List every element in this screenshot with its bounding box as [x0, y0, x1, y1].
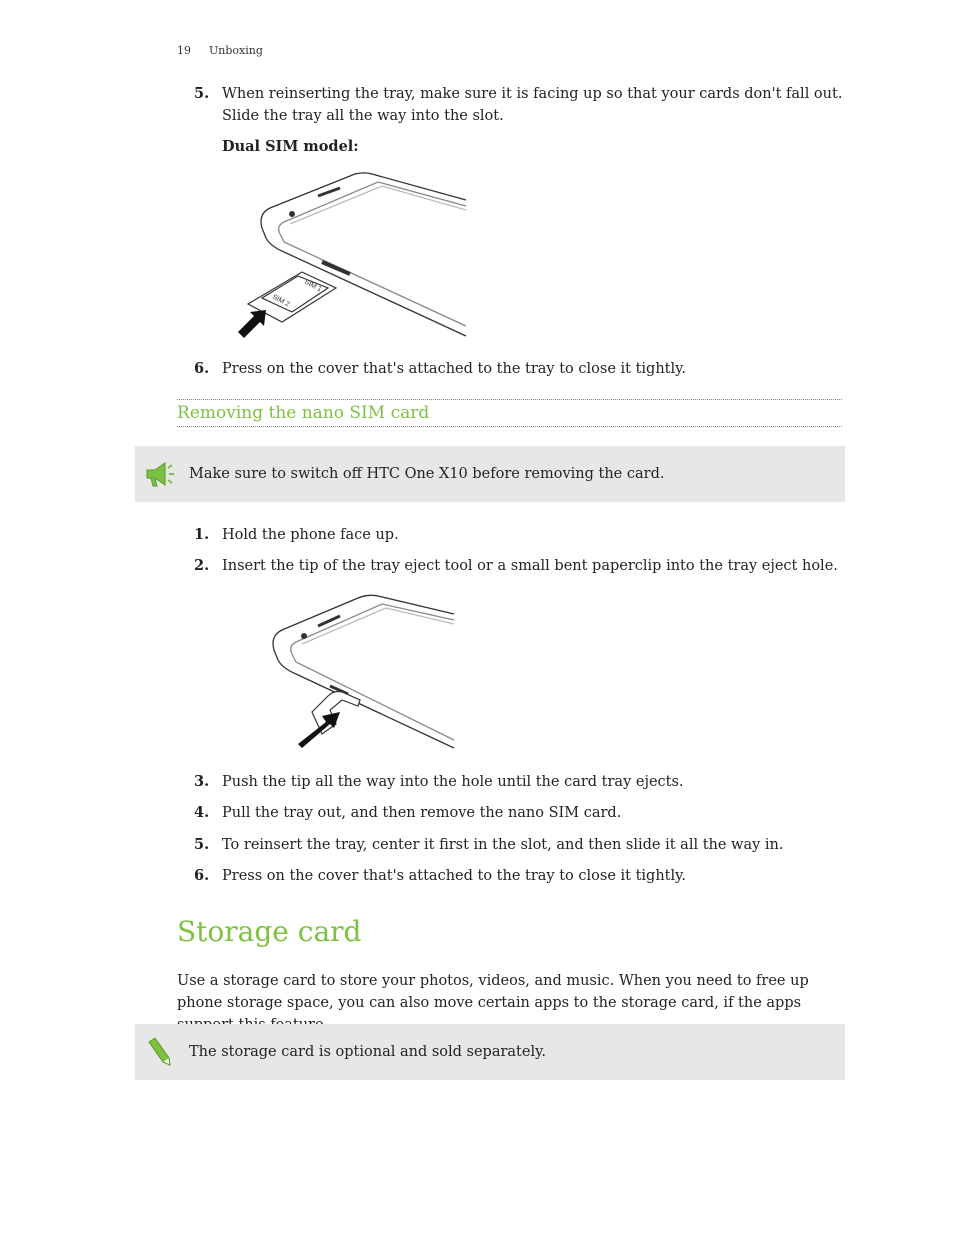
page-title: Storage card [177, 915, 362, 948]
step-number: 6. [194, 360, 210, 377]
step-text: To reinsert the tray, center it first in the slot, and then slide it all the way in. [222, 837, 784, 853]
step-number: 1. [194, 526, 210, 543]
step-number: 6. [194, 867, 210, 884]
step-number: 2. [194, 557, 210, 574]
step-text: Insert the tip of the tray eject tool or a small bent paperclip into the tray eject hole. [222, 558, 838, 574]
step-number: 4. [194, 804, 210, 821]
figure-eject-tool [268, 594, 458, 754]
list-item [194, 83, 844, 127]
step-text: When reinserting the tray, make sure it is facing up so that your cards don't fall out. Slide the tray all the way into the slot. [222, 86, 843, 124]
note-text: Make sure to switch off HTC One X10 before removing the card. [189, 466, 665, 482]
pencil-icon [145, 1036, 173, 1066]
list-item [194, 771, 844, 793]
list-item [194, 524, 844, 546]
list-item [194, 865, 844, 887]
figure-insert-tray [232, 170, 472, 340]
note-text: The storage card is optional and sold separately. [189, 1044, 546, 1060]
sim2-label: SIM 2 [271, 293, 291, 309]
note-box [135, 1024, 845, 1080]
page-number: 19 [177, 44, 191, 57]
dual-sim-label: Dual SIM model: [222, 138, 359, 155]
list-item [194, 802, 844, 824]
storage-paragraph: Use a storage card to store your photos, videos, and music. When you need to free up phone storage space, you can also move certain apps to the storage card, if the apps [177, 973, 809, 1011]
list-item [194, 555, 844, 577]
step-text: Push the tip all the way into the hole until the card tray ejects. [222, 774, 684, 790]
megaphone-icon [143, 458, 175, 490]
chapter-title: Unboxing [209, 44, 263, 57]
list-item [194, 358, 844, 380]
step-number: 5. [194, 836, 210, 853]
step-text: Press on the cover that's attached to the tray to close it tightly. [222, 361, 687, 377]
step-number: 3. [194, 773, 210, 790]
list-item [194, 834, 844, 856]
sim1-label: SIM 1 [303, 278, 323, 294]
step-text: Press on the cover that's attached to the tray to close it tightly. [222, 868, 687, 884]
page-header [177, 44, 263, 57]
note-box [135, 446, 845, 502]
step-text: Hold the phone face up. [222, 527, 399, 543]
section-heading: Removing the nano SIM card [177, 399, 842, 427]
step-number: 5. [194, 85, 210, 102]
step-text: Pull the tray out, and then remove the nano SIM card. [222, 805, 622, 821]
arrow-icon [238, 310, 266, 338]
